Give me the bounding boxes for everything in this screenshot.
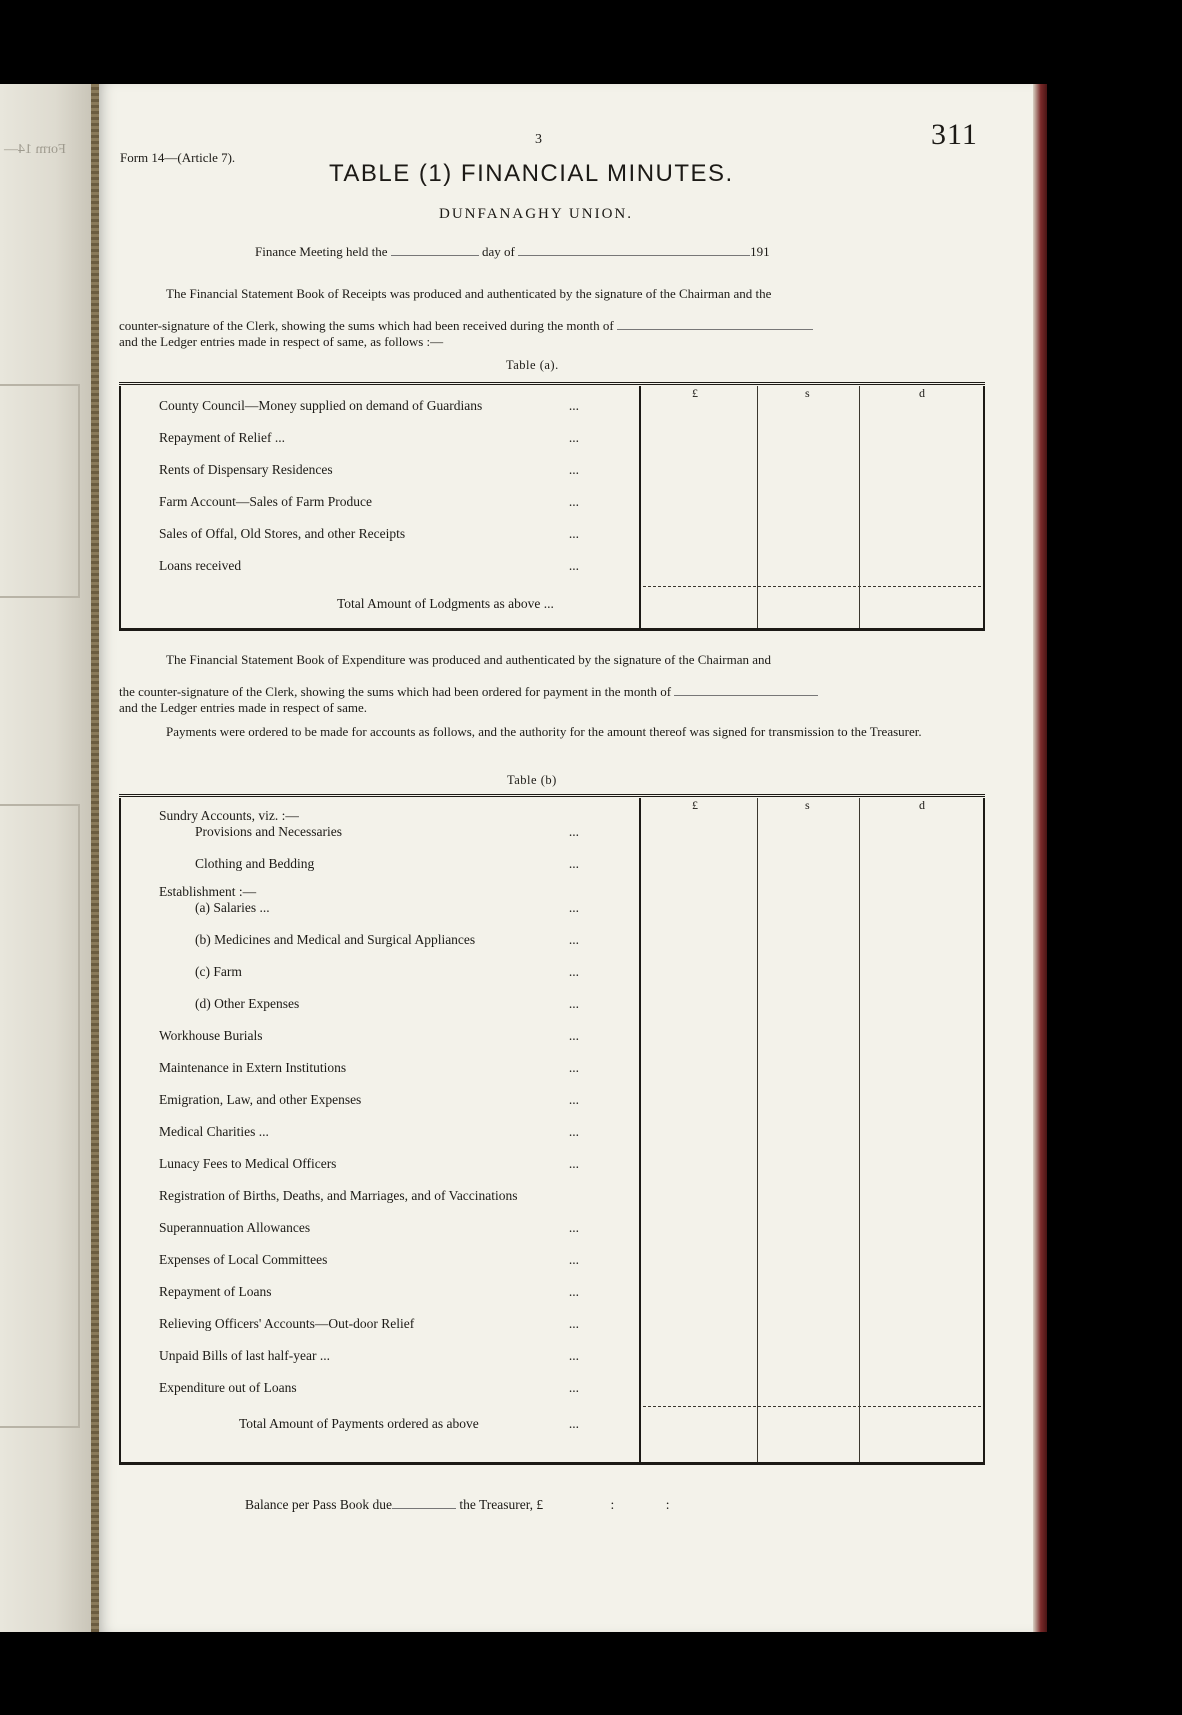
table-b-row: Relieving Officers' Accounts—Out-door Relief ...: [159, 1316, 579, 1331]
table-b-row: (c) Farm ...: [195, 964, 579, 979]
expenditure-line-3: and the Ledger entries made in respect of same.: [119, 700, 367, 715]
meeting-day-label: day of: [482, 244, 515, 259]
col-shillings: s: [805, 386, 810, 400]
balance-due-field[interactable]: [392, 1498, 456, 1509]
table-a-row: Rents of Dispensary Residences ...: [159, 462, 579, 477]
facing-page-text: Form 14—: [4, 142, 66, 157]
table-b-row: Registration of Births, Deaths, and Marriages, and of Vaccinations: [159, 1188, 518, 1203]
meeting-day-field[interactable]: [391, 245, 479, 256]
table-b-row: Emigration, Law, and other Expenses ...: [159, 1092, 579, 1107]
balance-sep: :: [665, 1497, 670, 1512]
receipts-line-2: counter-signature of the Clerk, showing the sums which had been received during the month of: [119, 316, 985, 335]
ledger-page: [99, 84, 1033, 1632]
balance-prefix: Balance per Pass Book due: [245, 1497, 392, 1512]
meeting-prefix: Finance Meeting held the: [255, 244, 388, 259]
col-pence: d: [919, 798, 925, 812]
meeting-line: [255, 244, 770, 260]
table-b-caption: Table (b): [507, 773, 557, 787]
table-a: [119, 382, 985, 632]
table-a-row: Sales of Offal, Old Stores, and other Receipts ...: [159, 526, 579, 541]
meeting-year: 191: [750, 244, 770, 259]
table-b-row: (a) Salaries ... ...: [195, 900, 579, 915]
facing-page-table: [0, 804, 80, 1428]
table-a-caption: Table (a).: [506, 358, 559, 372]
table-b-row: (b) Medicines and Medical and Surgical Appliances ...: [195, 932, 579, 947]
table-b-row: Superannuation Allowances ...: [159, 1220, 579, 1235]
facing-page-table: [0, 384, 80, 598]
book-spine: [91, 84, 99, 1632]
table-a-total-label: Total Amount of Lodgments as above ...: [337, 596, 554, 611]
establishment-header: Establishment :—: [159, 884, 257, 899]
sundry-header: Sundry Accounts, viz. :—: [159, 808, 299, 823]
balance-line: [245, 1497, 669, 1513]
receipts-month-field[interactable]: [617, 319, 813, 330]
receipts-line-3: and the Ledger entries made in respect of same, as follows :—: [119, 334, 444, 349]
facing-page: [0, 84, 92, 1632]
table-b-row: Unpaid Bills of last half-year ... ...: [159, 1348, 579, 1363]
col-pounds: £: [692, 386, 698, 400]
page-title: TABLE (1) FINANCIAL MINUTES.: [329, 160, 734, 187]
table-b-row: (d) Other Expenses ...: [195, 996, 579, 1011]
form-reference: Form 14—(Article 7).: [120, 150, 236, 165]
balance-treasurer: the Treasurer, £: [459, 1497, 544, 1512]
table-a-row: Farm Account—Sales of Farm Produce ...: [159, 494, 579, 509]
balance-sep: :: [610, 1497, 615, 1512]
payments-paragraph: Payments were ordered to be made for accounts as follows, and the authority for the amount thereof was signed for transmission to the Treasurer.: [166, 724, 922, 739]
page-edge: [1033, 84, 1047, 1632]
table-b-total-label: Total Amount of Payments ordered as above ...: [239, 1416, 579, 1431]
expenditure-month-field[interactable]: [674, 685, 818, 696]
sum-rule: [643, 586, 981, 587]
table-b-row: Expenses of Local Committees ...: [159, 1252, 579, 1267]
col-shillings: s: [805, 798, 810, 812]
table-a-row: Repayment of Relief ... ...: [159, 430, 579, 445]
expenditure-line-1: The Financial Statement Book of Expenditure was produced and authenticated by the signature of the Chairman and: [166, 652, 772, 667]
table-b-row: Maintenance in Extern Institutions ...: [159, 1060, 579, 1075]
receipts-line-1: The Financial Statement Book of Receipts was produced and authenticated by the signature of the Chairman and the: [166, 286, 772, 301]
sheet-number: 3: [535, 132, 542, 147]
table-b: [119, 794, 985, 1466]
expenditure-line-2: the counter-signature of the Clerk, showing the sums which had been ordered for payment in the month of: [119, 682, 985, 701]
meeting-month-field[interactable]: [518, 245, 750, 256]
table-b-row: Lunacy Fees to Medical Officers ...: [159, 1156, 579, 1171]
table-b-row: Medical Charities ... ...: [159, 1124, 579, 1139]
table-b-row: Clothing and Bedding ...: [195, 856, 579, 871]
folio-number: 311: [931, 118, 978, 151]
table-b-row: Workhouse Burials ...: [159, 1028, 579, 1043]
table-a-row: County Council—Money supplied on demand of Guardians ...: [159, 398, 579, 413]
col-pence: d: [919, 386, 925, 400]
table-b-row: Provisions and Necessaries ...: [195, 824, 579, 839]
table-b-row: Repayment of Loans ...: [159, 1284, 579, 1299]
col-pounds: £: [692, 798, 698, 812]
table-b-row: Expenditure out of Loans ...: [159, 1380, 579, 1395]
table-a-row: Loans received ...: [159, 558, 579, 573]
union-name: DUNFANAGHY UNION.: [439, 206, 633, 222]
sum-rule: [643, 1406, 981, 1407]
